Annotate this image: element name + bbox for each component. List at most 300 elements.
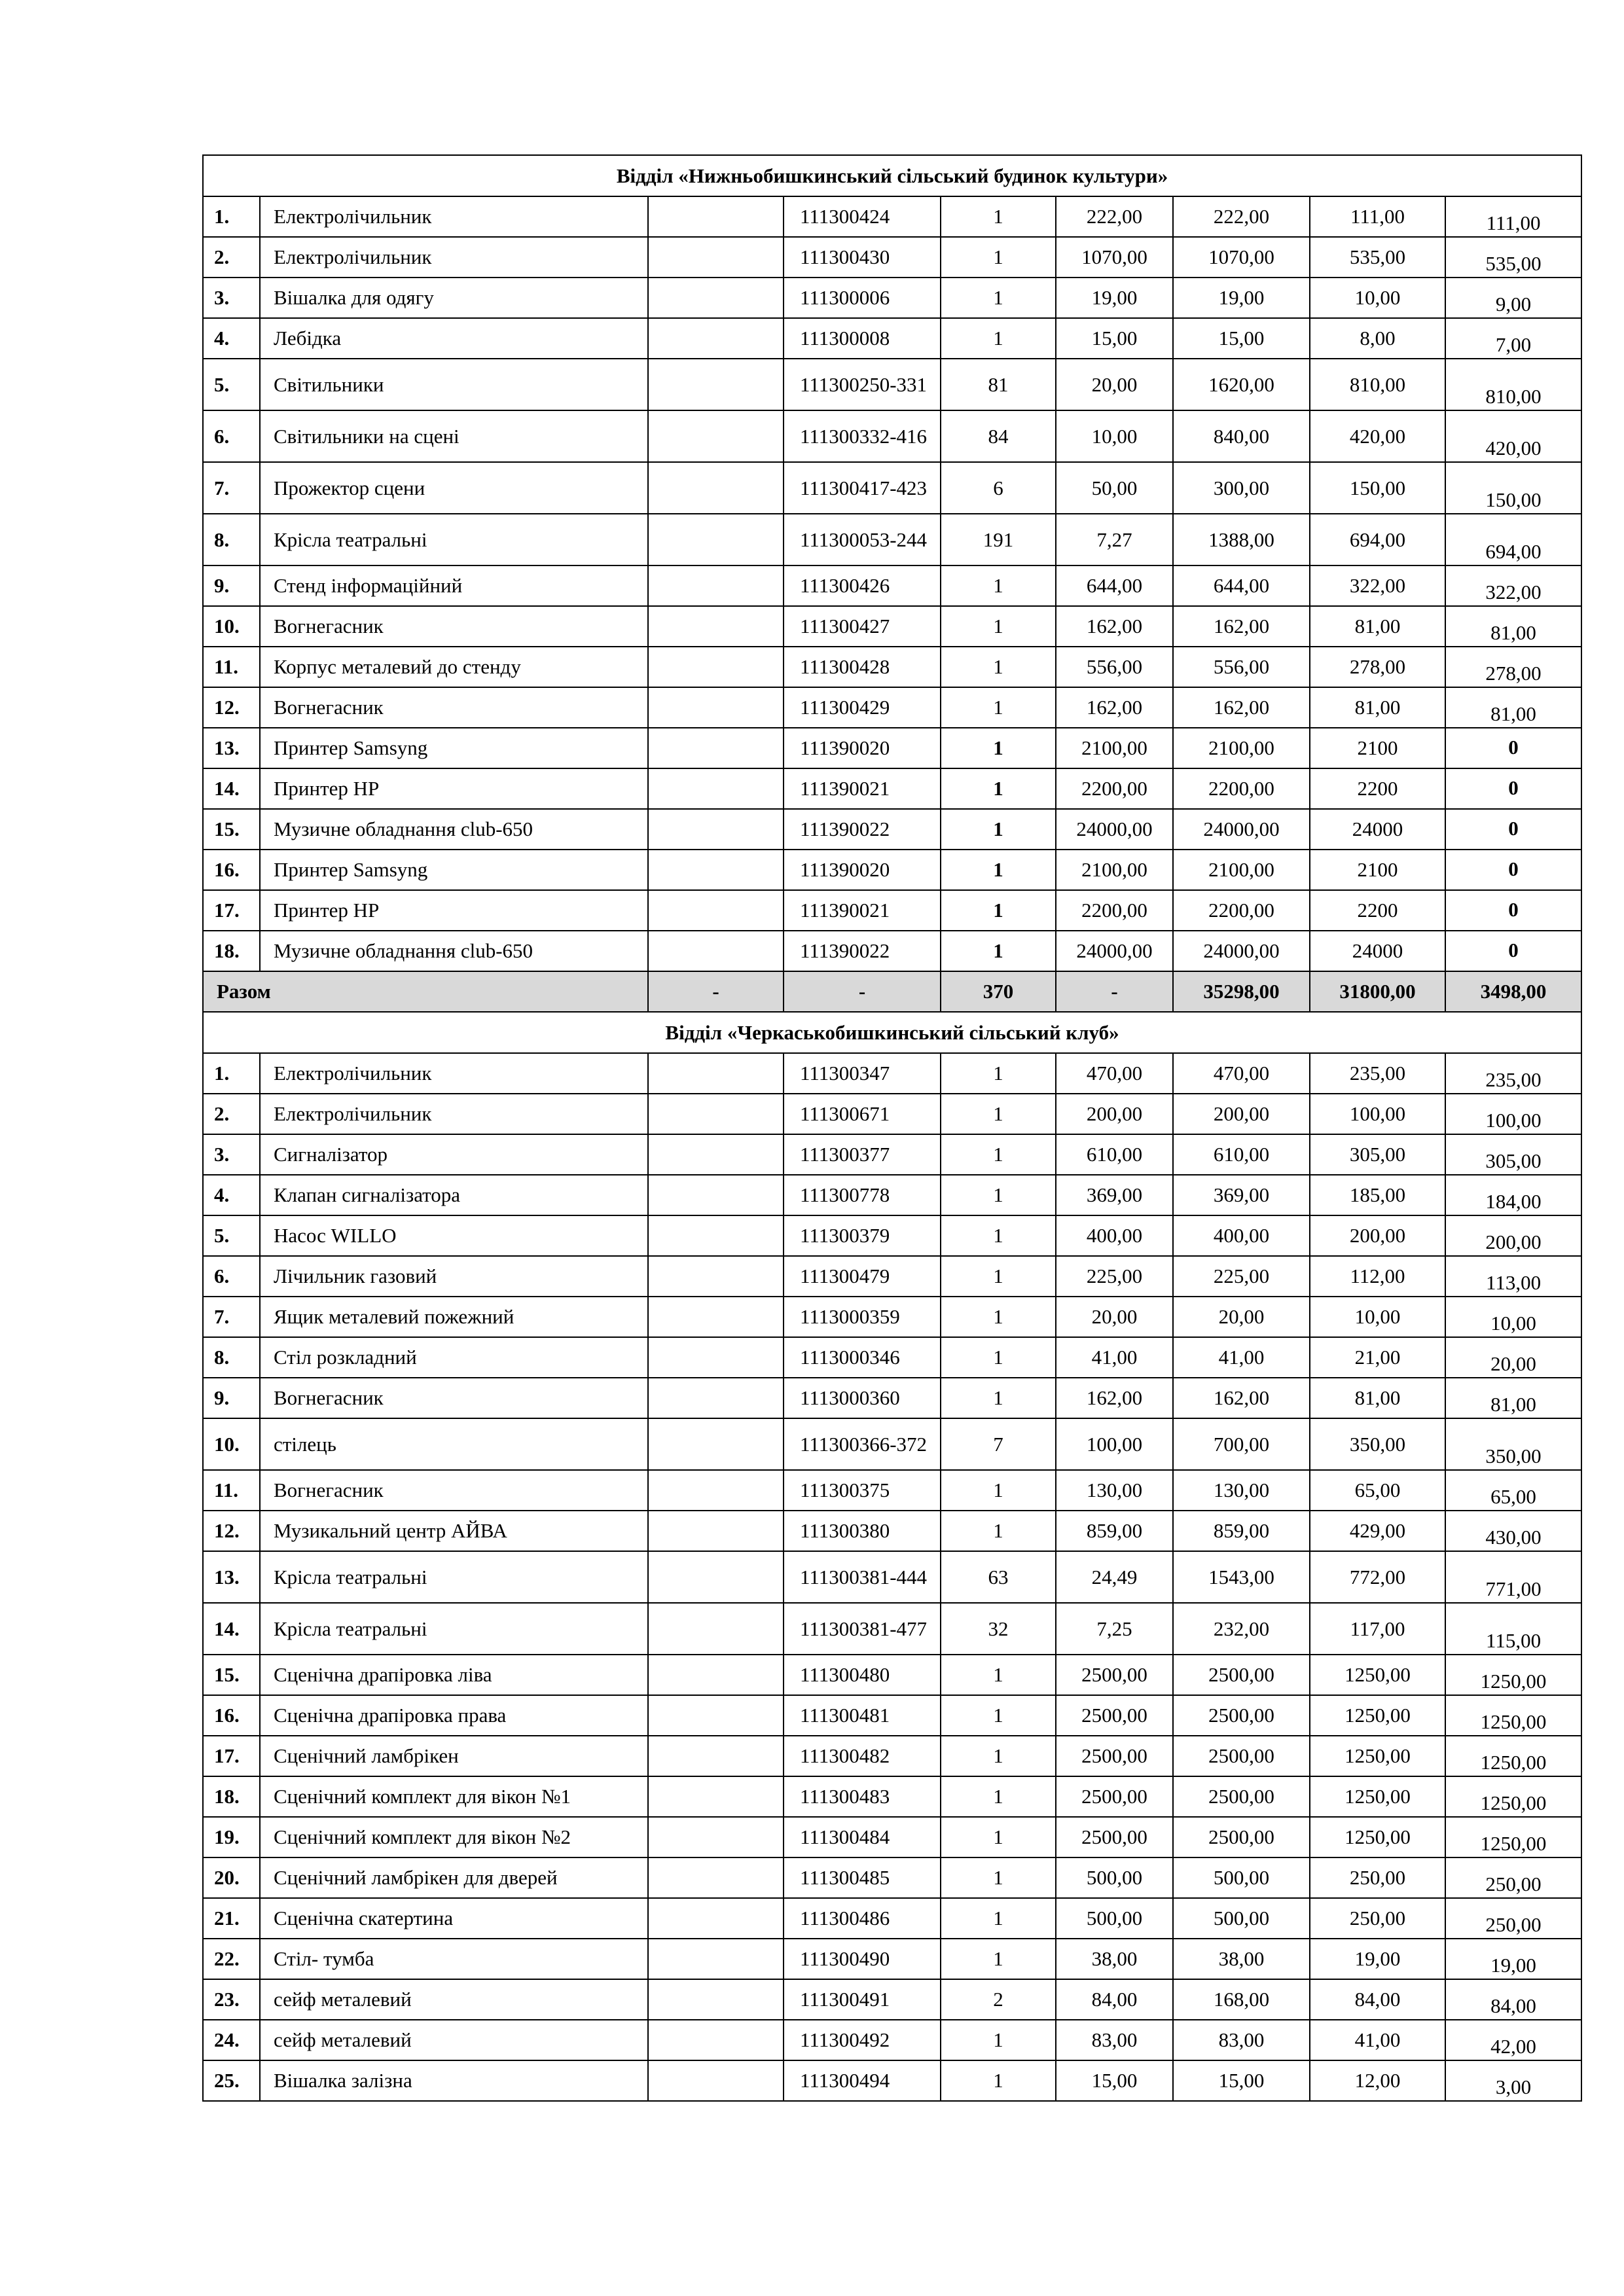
- residual-value: 20,00: [1445, 1337, 1581, 1378]
- inventory-number: 111300484: [784, 1817, 941, 1857]
- item-name: Насос WILLO: [260, 1215, 648, 1256]
- quantity: 1: [941, 687, 1056, 728]
- total-cost: 162,00: [1173, 606, 1310, 647]
- unit-price: 2500,00: [1056, 1695, 1173, 1736]
- depreciation: 117,00: [1310, 1603, 1445, 1655]
- inventory-number: 1113000360: [784, 1378, 941, 1418]
- residual-value: 3,00: [1445, 2060, 1581, 2101]
- table-row: [203, 1256, 1581, 1297]
- quantity: 1: [941, 1511, 1056, 1551]
- total-cost: 700,00: [1173, 1418, 1310, 1470]
- quantity: 81: [941, 359, 1056, 410]
- depreciation: 278,00: [1310, 647, 1445, 687]
- quantity: 6: [941, 462, 1056, 514]
- table-row: [203, 565, 1581, 606]
- residual-value: 81,00: [1445, 1378, 1581, 1418]
- row-number: 25.: [203, 2060, 260, 2101]
- total-cost: 2500,00: [1173, 1776, 1310, 1817]
- total-cost: 1070,00: [1173, 237, 1310, 278]
- depreciation: 250,00: [1310, 1898, 1445, 1939]
- total-wear: 31800,00: [1310, 971, 1445, 1012]
- inventory-number: 111300366-372: [784, 1418, 941, 1470]
- unit-price: 15,00: [1056, 318, 1173, 359]
- blank-cell: [648, 809, 784, 850]
- unit-price: 222,00: [1056, 196, 1173, 237]
- table-row: [203, 606, 1581, 647]
- table-row: [203, 514, 1581, 565]
- table-row: [203, 647, 1581, 687]
- row-number: 16.: [203, 850, 260, 890]
- total-cost: 20,00: [1173, 1297, 1310, 1337]
- table-row: [203, 1470, 1581, 1511]
- quantity: 1: [941, 2060, 1056, 2101]
- item-name: Сценічний ламбрікен для дверей: [260, 1857, 648, 1898]
- table-row: [203, 1511, 1581, 1551]
- item-name: Корпус металевий до стенду: [260, 647, 648, 687]
- depreciation: 111,00: [1310, 196, 1445, 237]
- unit-price: 162,00: [1056, 606, 1173, 647]
- inventory-number: 111300430: [784, 237, 941, 278]
- table-row: [203, 1215, 1581, 1256]
- blank-cell: [648, 1470, 784, 1511]
- blank-cell: [648, 1215, 784, 1256]
- quantity: 1: [941, 1094, 1056, 1134]
- blank-cell: [648, 1551, 784, 1603]
- unit-price: 24000,00: [1056, 809, 1173, 850]
- depreciation: 81,00: [1310, 687, 1445, 728]
- residual-value: 111,00: [1445, 196, 1581, 237]
- quantity: 1: [941, 728, 1056, 768]
- row-number: 11.: [203, 647, 260, 687]
- depreciation: 19,00: [1310, 1939, 1445, 1979]
- row-number: 15.: [203, 809, 260, 850]
- quantity: 1: [941, 1817, 1056, 1857]
- quantity: 1: [941, 1378, 1056, 1418]
- total-extra: -: [648, 971, 784, 1012]
- residual-value: 278,00: [1445, 647, 1581, 687]
- section-title: Відділ «Черкаськобишкинський сільський клуб»: [203, 1012, 1581, 1053]
- inventory-number: 111390021: [784, 768, 941, 809]
- table-row: [203, 1175, 1581, 1215]
- blank-cell: [648, 1776, 784, 1817]
- item-name: Ящик металевий пожежний: [260, 1297, 648, 1337]
- depreciation: 1250,00: [1310, 1736, 1445, 1776]
- residual-value: 200,00: [1445, 1215, 1581, 1256]
- item-name: Стенд інформаційний: [260, 565, 648, 606]
- inventory-number: 111300426: [784, 565, 941, 606]
- residual-value: 184,00: [1445, 1175, 1581, 1215]
- row-number: 5.: [203, 359, 260, 410]
- total-cost: 162,00: [1173, 687, 1310, 728]
- blank-cell: [648, 1418, 784, 1470]
- unit-price: 610,00: [1056, 1134, 1173, 1175]
- quantity: 1: [941, 606, 1056, 647]
- total-cost: 222,00: [1173, 196, 1310, 237]
- table-row: [203, 462, 1581, 514]
- quantity: 1: [941, 890, 1056, 931]
- blank-cell: [648, 2020, 784, 2060]
- total-cost: 859,00: [1173, 1511, 1310, 1551]
- depreciation: 1250,00: [1310, 1695, 1445, 1736]
- residual-value: 1250,00: [1445, 1736, 1581, 1776]
- blank-cell: [648, 931, 784, 971]
- row-number: 3.: [203, 278, 260, 318]
- inventory-number: 111300429: [784, 687, 941, 728]
- unit-price: 7,27: [1056, 514, 1173, 565]
- inventory-number: 111300379: [784, 1215, 941, 1256]
- inventory-number: 111300428: [784, 647, 941, 687]
- inventory-number: 111300486: [784, 1898, 941, 1939]
- item-name: Сценічний комплект для вікон №1: [260, 1776, 648, 1817]
- residual-value: 1250,00: [1445, 1695, 1581, 1736]
- row-number: 14.: [203, 768, 260, 809]
- inventory-number: 111300250-331: [784, 359, 941, 410]
- unit-price: 20,00: [1056, 1297, 1173, 1337]
- item-name: Світильники на сцені: [260, 410, 648, 462]
- row-number: 7.: [203, 1297, 260, 1337]
- item-name: Вогнегасник: [260, 687, 648, 728]
- row-number: 11.: [203, 1470, 260, 1511]
- total-cost: 200,00: [1173, 1094, 1310, 1134]
- table-row: [203, 1655, 1581, 1695]
- row-number: 5.: [203, 1215, 260, 1256]
- total-cost: 1620,00: [1173, 359, 1310, 410]
- table-row: [203, 1857, 1581, 1898]
- residual-value: 1250,00: [1445, 1776, 1581, 1817]
- inventory-number: 111300381-444: [784, 1551, 941, 1603]
- depreciation: 2100: [1310, 850, 1445, 890]
- total-cost: 556,00: [1173, 647, 1310, 687]
- blank-cell: [648, 1297, 784, 1337]
- depreciation: 200,00: [1310, 1215, 1445, 1256]
- total-cost: 232,00: [1173, 1603, 1310, 1655]
- row-number: 24.: [203, 2020, 260, 2060]
- residual-value: 115,00: [1445, 1603, 1581, 1655]
- depreciation: 10,00: [1310, 1297, 1445, 1337]
- blank-cell: [648, 687, 784, 728]
- quantity: 84: [941, 410, 1056, 462]
- blank-cell: [648, 768, 784, 809]
- table-row: [203, 931, 1581, 971]
- depreciation: 2200: [1310, 768, 1445, 809]
- item-name: Принтер HP: [260, 768, 648, 809]
- total-cost: 500,00: [1173, 1857, 1310, 1898]
- unit-price: 50,00: [1056, 462, 1173, 514]
- table-row: [203, 2020, 1581, 2060]
- table-row: [203, 768, 1581, 809]
- residual-value: 113,00: [1445, 1256, 1581, 1297]
- quantity: 1: [941, 1857, 1056, 1898]
- table-row: [203, 318, 1581, 359]
- inventory-number: 111300481: [784, 1695, 941, 1736]
- row-number: 9.: [203, 565, 260, 606]
- unit-price: 84,00: [1056, 1979, 1173, 2020]
- inventory-number: 111300494: [784, 2060, 941, 2101]
- inventory-number: 111300381-477: [784, 1603, 941, 1655]
- blank-cell: [648, 1511, 784, 1551]
- quantity: 1: [941, 850, 1056, 890]
- row-number: 8.: [203, 1337, 260, 1378]
- quantity: 1: [941, 278, 1056, 318]
- table-row: [203, 2060, 1581, 2101]
- inventory-number: 111300479: [784, 1256, 941, 1297]
- total-cost: 130,00: [1173, 1470, 1310, 1511]
- inventory-number: 111390020: [784, 728, 941, 768]
- table-row: [203, 1817, 1581, 1857]
- unit-price: 859,00: [1056, 1511, 1173, 1551]
- unit-price: 15,00: [1056, 2060, 1173, 2101]
- residual-value: 19,00: [1445, 1939, 1581, 1979]
- quantity: 191: [941, 514, 1056, 565]
- unit-price: 24,49: [1056, 1551, 1173, 1603]
- depreciation: 81,00: [1310, 1378, 1445, 1418]
- residual-value: 535,00: [1445, 237, 1581, 278]
- item-name: Лебідка: [260, 318, 648, 359]
- blank-cell: [648, 410, 784, 462]
- item-name: Сценічна скатертина: [260, 1898, 648, 1939]
- unit-price: 2500,00: [1056, 1776, 1173, 1817]
- table-row: [203, 1378, 1581, 1418]
- blank-cell: [648, 1857, 784, 1898]
- total-cost: 41,00: [1173, 1337, 1310, 1378]
- total-cost: 162,00: [1173, 1378, 1310, 1418]
- quantity: 1: [941, 1053, 1056, 1094]
- blank-cell: [648, 1817, 784, 1857]
- depreciation: 420,00: [1310, 410, 1445, 462]
- inventory-number: 111300377: [784, 1134, 941, 1175]
- table-row: [203, 850, 1581, 890]
- depreciation: 10,00: [1310, 278, 1445, 318]
- table-row: [203, 890, 1581, 931]
- unit-price: 2500,00: [1056, 1655, 1173, 1695]
- depreciation: 21,00: [1310, 1337, 1445, 1378]
- item-name: Клапан сигналізатора: [260, 1175, 648, 1215]
- residual-value: 350,00: [1445, 1418, 1581, 1470]
- depreciation: 694,00: [1310, 514, 1445, 565]
- table-row: [203, 410, 1581, 462]
- inventory-number: 111300006: [784, 278, 941, 318]
- total-cost: 1388,00: [1173, 514, 1310, 565]
- total-cost: 168,00: [1173, 1979, 1310, 2020]
- blank-cell: [648, 2060, 784, 2101]
- unit-price: 2100,00: [1056, 728, 1173, 768]
- total-label: Разом: [203, 971, 648, 1012]
- total-cost: 2100,00: [1173, 728, 1310, 768]
- row-number: 15.: [203, 1655, 260, 1695]
- item-name: Музичне обладнання club-650: [260, 931, 648, 971]
- quantity: 1: [941, 768, 1056, 809]
- residual-value: 250,00: [1445, 1898, 1581, 1939]
- quantity: 1: [941, 1736, 1056, 1776]
- total-cost: 19,00: [1173, 278, 1310, 318]
- row-number: 13.: [203, 728, 260, 768]
- quantity: 1: [941, 1215, 1056, 1256]
- residual-value: 430,00: [1445, 1511, 1581, 1551]
- blank-cell: [648, 647, 784, 687]
- item-name: Лічильник газовий: [260, 1256, 648, 1297]
- table-row: [203, 1736, 1581, 1776]
- unit-price: 10,00: [1056, 410, 1173, 462]
- total-cost: 610,00: [1173, 1134, 1310, 1175]
- depreciation: 100,00: [1310, 1094, 1445, 1134]
- unit-price: 225,00: [1056, 1256, 1173, 1297]
- inventory-number: 111300671: [784, 1094, 941, 1134]
- row-number: 1.: [203, 196, 260, 237]
- total-cost: 24000,00: [1173, 809, 1310, 850]
- unit-price: 500,00: [1056, 1898, 1173, 1939]
- depreciation: 24000: [1310, 809, 1445, 850]
- blank-cell: [648, 318, 784, 359]
- quantity: 1: [941, 1939, 1056, 1979]
- table-row: [203, 728, 1581, 768]
- row-number: 2.: [203, 237, 260, 278]
- total-cost: 24000,00: [1173, 931, 1310, 971]
- item-name: Стіл- тумба: [260, 1939, 648, 1979]
- total-cost: 369,00: [1173, 1175, 1310, 1215]
- blank-cell: [648, 890, 784, 931]
- quantity: 1: [941, 1175, 1056, 1215]
- table-row: [203, 1418, 1581, 1470]
- quantity: 1: [941, 2020, 1056, 2060]
- table-row: [203, 809, 1581, 850]
- row-number: 6.: [203, 1256, 260, 1297]
- row-number: 1.: [203, 1053, 260, 1094]
- total-cost: 644,00: [1173, 565, 1310, 606]
- table-row: [203, 359, 1581, 410]
- table-row: [203, 1134, 1581, 1175]
- table-row: [203, 1551, 1581, 1603]
- unit-price: 500,00: [1056, 1857, 1173, 1898]
- inventory-number: 111300492: [784, 2020, 941, 2060]
- total-cost: 470,00: [1173, 1053, 1310, 1094]
- row-number: 19.: [203, 1817, 260, 1857]
- residual-value: 84,00: [1445, 1979, 1581, 2020]
- table-row: [203, 1603, 1581, 1655]
- residual-value: 0: [1445, 850, 1581, 890]
- quantity: 1: [941, 237, 1056, 278]
- inventory-table: [202, 154, 1582, 2102]
- row-number: 4.: [203, 318, 260, 359]
- residual-value: 322,00: [1445, 565, 1581, 606]
- blank-cell: [648, 1053, 784, 1094]
- row-number: 10.: [203, 1418, 260, 1470]
- inventory-number: 111300485: [784, 1857, 941, 1898]
- item-name: Стіл розкладний: [260, 1337, 648, 1378]
- row-number: 20.: [203, 1857, 260, 1898]
- blank-cell: [648, 1898, 784, 1939]
- quantity: 1: [941, 196, 1056, 237]
- table-row: [203, 1979, 1581, 2020]
- total-cost: 15,00: [1173, 2060, 1310, 2101]
- total-inv: -: [784, 971, 941, 1012]
- inventory-number: 1113000359: [784, 1297, 941, 1337]
- residual-value: 1250,00: [1445, 1817, 1581, 1857]
- residual-value: 7,00: [1445, 318, 1581, 359]
- inventory-number: 111300424: [784, 196, 941, 237]
- item-name: Електролічильник: [260, 1053, 648, 1094]
- residual-value: 810,00: [1445, 359, 1581, 410]
- inventory-number: 1113000346: [784, 1337, 941, 1378]
- total-cost: 2200,00: [1173, 890, 1310, 931]
- depreciation: 84,00: [1310, 1979, 1445, 2020]
- depreciation: 65,00: [1310, 1470, 1445, 1511]
- unit-price: 83,00: [1056, 2020, 1173, 2060]
- section-header: [203, 1012, 1581, 1053]
- unit-price: 162,00: [1056, 687, 1173, 728]
- depreciation: 772,00: [1310, 1551, 1445, 1603]
- residual-value: 150,00: [1445, 462, 1581, 514]
- total-cost: 83,00: [1173, 2020, 1310, 2060]
- depreciation: 535,00: [1310, 237, 1445, 278]
- total-cost: 840,00: [1173, 410, 1310, 462]
- inventory-number: 111300347: [784, 1053, 941, 1094]
- total-cost: 15,00: [1173, 318, 1310, 359]
- row-number: 2.: [203, 1094, 260, 1134]
- blank-cell: [648, 565, 784, 606]
- row-number: 9.: [203, 1378, 260, 1418]
- blank-cell: [648, 1378, 784, 1418]
- quantity: 1: [941, 647, 1056, 687]
- depreciation: 235,00: [1310, 1053, 1445, 1094]
- quantity: 1: [941, 1337, 1056, 1378]
- row-number: 3.: [203, 1134, 260, 1175]
- blank-cell: [648, 1979, 784, 2020]
- item-name: Світильники: [260, 359, 648, 410]
- inventory-number: 111300490: [784, 1939, 941, 1979]
- section-title: Відділ «Нижньобишкинський сільський будинок культури»: [203, 155, 1581, 196]
- item-name: Вішалка для одягу: [260, 278, 648, 318]
- item-name: Прожектор сцени: [260, 462, 648, 514]
- item-name: Крісла театральні: [260, 1551, 648, 1603]
- inventory-number: 111300375: [784, 1470, 941, 1511]
- residual-value: 235,00: [1445, 1053, 1581, 1094]
- depreciation: 24000: [1310, 931, 1445, 971]
- blank-cell: [648, 514, 784, 565]
- item-name: Вогнегасник: [260, 1470, 648, 1511]
- residual-value: 771,00: [1445, 1551, 1581, 1603]
- quantity: 1: [941, 1655, 1056, 1695]
- depreciation: 12,00: [1310, 2060, 1445, 2101]
- item-name: Крісла театральні: [260, 1603, 648, 1655]
- quantity: 7: [941, 1418, 1056, 1470]
- table-row: [203, 237, 1581, 278]
- depreciation: 2100: [1310, 728, 1445, 768]
- blank-cell: [648, 1603, 784, 1655]
- inventory-number: 111300332-416: [784, 410, 941, 462]
- residual-value: 694,00: [1445, 514, 1581, 565]
- total-cost: 2500,00: [1173, 1655, 1310, 1695]
- row-number: 7.: [203, 462, 260, 514]
- table-row: [203, 196, 1581, 237]
- row-number: 10.: [203, 606, 260, 647]
- row-number: 4.: [203, 1175, 260, 1215]
- blank-cell: [648, 1094, 784, 1134]
- blank-cell: [648, 850, 784, 890]
- depreciation: 81,00: [1310, 606, 1445, 647]
- row-number: 14.: [203, 1603, 260, 1655]
- unit-price: 2500,00: [1056, 1736, 1173, 1776]
- residual-value: 100,00: [1445, 1094, 1581, 1134]
- quantity: 1: [941, 1297, 1056, 1337]
- blank-cell: [648, 1175, 784, 1215]
- inventory-number: 111300053-244: [784, 514, 941, 565]
- quantity: 1: [941, 565, 1056, 606]
- residual-value: 65,00: [1445, 1470, 1581, 1511]
- quantity: 32: [941, 1603, 1056, 1655]
- unit-price: 7,25: [1056, 1603, 1173, 1655]
- blank-cell: [648, 1736, 784, 1776]
- depreciation: 322,00: [1310, 565, 1445, 606]
